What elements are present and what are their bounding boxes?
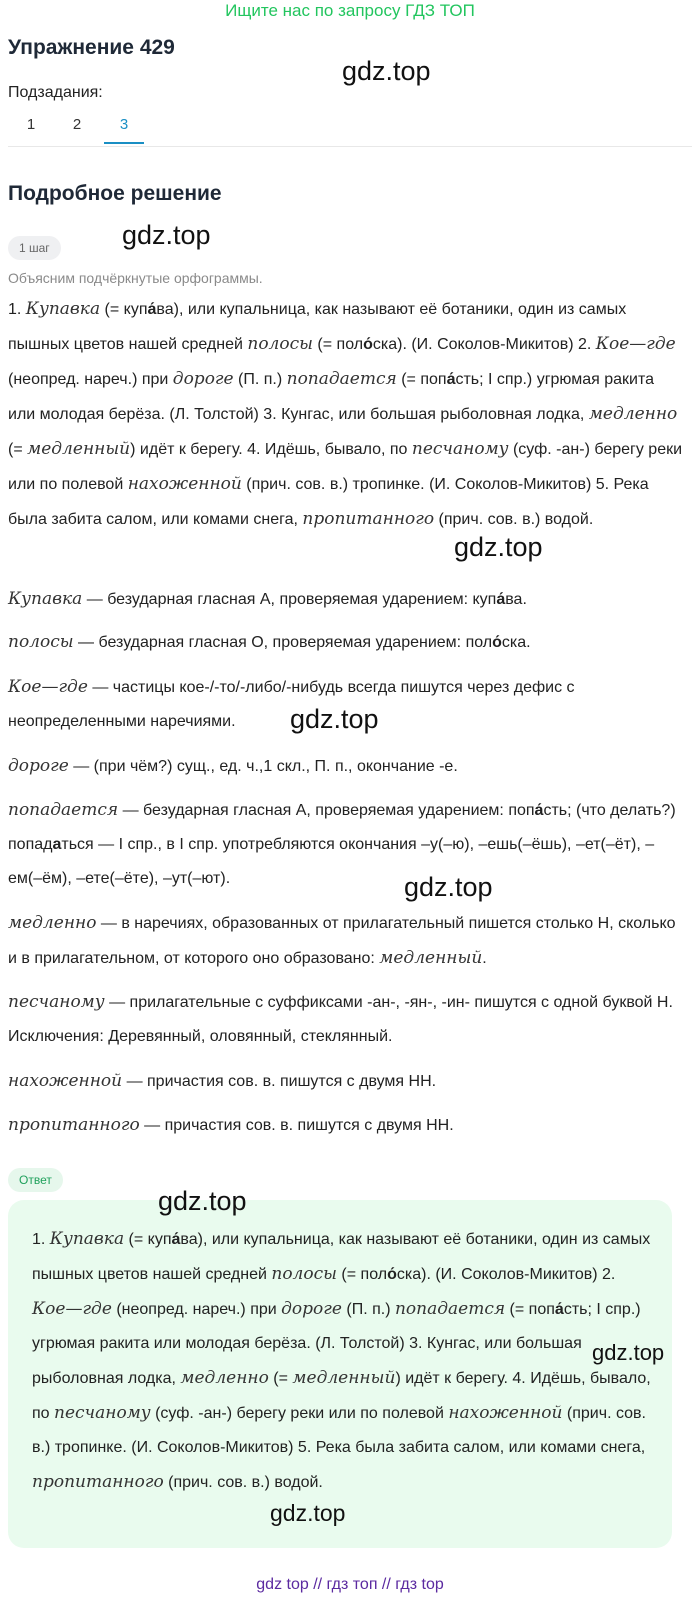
section-title: Подробное решение xyxy=(8,182,222,205)
explanation-doroge: дороге — (при чём?) сущ., ед. ч.,1 скл., П. п., окончание -е. xyxy=(8,756,458,776)
tab-subtask-1[interactable]: 1 xyxy=(26,116,36,133)
explanation-nahozhennoy: нахоженной — причастия сов. в. пишутся с двумя НН. xyxy=(8,1071,437,1091)
footer-links[interactable]: gdz top // гдз топ // гдз top xyxy=(256,1576,444,1593)
divider xyxy=(8,146,692,147)
watermark: gdz.top xyxy=(290,704,379,734)
tab-subtask-2[interactable]: 2 xyxy=(72,116,82,133)
step-badge: 1 шаг xyxy=(8,236,61,260)
watermark: gdz.top xyxy=(270,1500,346,1526)
subtasks-label: Подзадания: xyxy=(8,84,103,101)
explanation-popadaetsya: попадается — безударная гласная А, проверяемая ударением: попа́сть; (что делать?) попадаться — I спр., в I спр. употребляются окончания –у(–ю), –ешь(–ёшь), –ет(–ёт), –ем(–ём), –ете(–ёте), –ут(–ют). xyxy=(8,800,676,887)
explanation-medlenno: медленно — в наречиях, образованных от прилагательный пишется столько Н, сколько и в прилагательном, от которого оно образовано: медленный. xyxy=(8,913,676,968)
answer-badge: Ответ xyxy=(8,1168,63,1192)
explanation-koe-gde: Кое—где — частицы кое-/-то/-либо/-нибудь всегда пишутся через дефис с неопределенными наречиями. xyxy=(8,677,575,730)
answer-text: 1. Купавка (= купа́ва), или купальница, как называют её ботаники, один из самых пышных цветов нашей средней полосы (= поло́ска). (И. Соколов-Микитов) 2. Кое—где (неопред. нареч.) при дороге (П. п.) попадается (= попа́сть; I спр.) угрюмая ракита или молодая берёза. (Л. Толстой) 3. Кунгас, или большая рыболовная лодка, медленно (= медленный) идёт к берегу. 4. Идёшь, бывало, по песчаному (суф. -ан-) берегу реки или по полевой нахоженной (прич. сов. в.) тропинке. (И. Соколов-Микитов) 5. Река была забита салом, или комами снега, пропитанного (прич. сов. в.) водой. xyxy=(32,1229,651,1492)
watermark: gdz.top xyxy=(122,220,211,250)
solution-text: 1. Купавка (= купа́ва), или купальница, как называют её ботаники, один из самых пышных цветов нашей средней полосы (= поло́ска). (И. Соколов-Микитов) 2. Кое—где (неопред. нареч.) при дороге (П. п.) попадается (= попа́сть; I спр.) угрюмая ракита или молодая берёза. (Л. Толстой) 3. Кунгас, или большая рыболовная лодка, медленно (= медленный) идёт к берегу. 4. Идёшь, бывало, по песчаному (суф. -ан-) берегу реки или по полевой нахоженной (прич. сов. в.) тропинке. (И. Соколов-Микитов) 5. Река была забита салом, или комами снега, пропитанного (прич. сов. в.) водой. xyxy=(8,299,683,529)
subtask-tabs xyxy=(8,112,144,144)
top-banner: Ищите нас по запросу ГДЗ ТОП xyxy=(225,1,475,20)
watermark: gdz.top xyxy=(342,56,431,86)
word-kupavka: Купавка xyxy=(25,299,101,319)
hint-text: Объясним подчёркнутые орфограммы. xyxy=(8,270,263,286)
explanation-propitannogo: пропитанного — причастия сов. в. пишутся с двумя НН. xyxy=(8,1115,454,1135)
tab-subtask-3[interactable]: 3 xyxy=(104,112,144,144)
watermark: gdz.top xyxy=(158,1186,247,1216)
page-title: Упражнение 429 xyxy=(8,36,175,59)
watermark: gdz.top xyxy=(454,532,543,562)
explanation-peschanomu: песчаному — прилагательные с суффиксами -ан-, -ян-, -ин- пишутся с одной буквой Н. Исключения: Деревянный, оловянный, стеклянный. xyxy=(8,992,673,1045)
explanation-polosy: полосы — безударная гласная О, проверяемая ударением: поло́ска. xyxy=(8,632,531,652)
watermark: gdz.top xyxy=(592,1340,665,1365)
explanation-kupavka: Купавка — безударная гласная А, проверяемая ударением: купа́ва. xyxy=(8,589,527,609)
watermark: gdz.top xyxy=(404,872,493,902)
